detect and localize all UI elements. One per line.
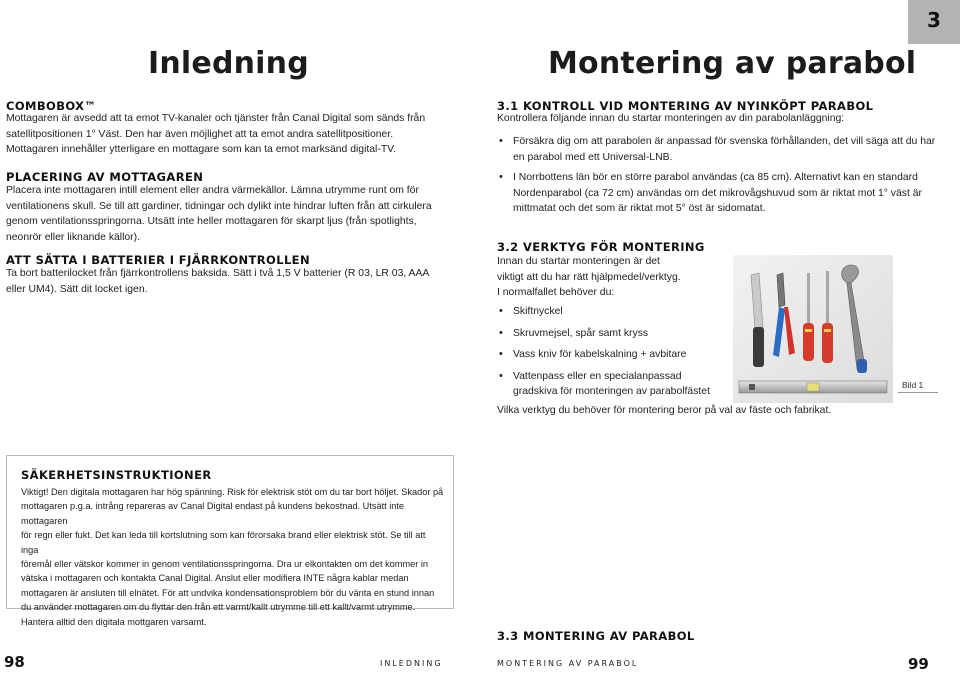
list-item: [497, 369, 737, 400]
left-footer-label: INLEDNING: [380, 659, 443, 668]
text-line: Placera inte mottagaren intill element eller andra värmekällor. Lämna utrymme runt om för: [6, 185, 419, 196]
safety-text: [21, 485, 445, 629]
text-line: • Vass kniv för kabelskalning + avbitare: [513, 349, 687, 360]
combobox-text: [6, 111, 446, 158]
text-line: mottagaren p.g.a. intrång repareras av Canal Digital endast på kundens bekostnad. Utsätt inte mottagaren: [21, 501, 405, 526]
text-line: • I Norrbottens län bör en större parabol användas (ca 85 cm). Alternativt kan en standard: [513, 172, 918, 183]
section-31-heading: 3.1 KONTROLL VID MONTERING AV NYINKÖPT PARABOL: [497, 99, 874, 113]
chapter-tab: [908, 0, 960, 44]
figure-caption: Bild 1: [902, 380, 924, 390]
text-line: du använder mottagaren om du flyttar den från ett varmt/kallt utrymme till ett kallt/varmt utrymme.: [21, 602, 416, 613]
right-footer-label: MONTERING AV PARABOL: [497, 659, 639, 668]
text-line: vätska i mottagaren och kontakta Canal Digital. Anslut eller modifiera INTE några kablar medan: [21, 573, 409, 584]
section-32-list: [497, 304, 737, 400]
batterier-heading: ATT SÄTTA I BATTERIER I FJÄRRKONTROLLEN: [6, 253, 310, 267]
text-line: viktigt att du har rätt hjälpmedel/verktyg.: [497, 271, 681, 283]
placering-heading: PLACERING AV MOTTAGAREN: [6, 170, 204, 184]
list-item: [497, 134, 937, 165]
safety-box: [6, 455, 454, 627]
text-line: genom ventilationsspringorna. Utsätt inte heller mottagaren för skarpt ljus (från spotlights,: [6, 216, 417, 227]
list-item: [497, 170, 937, 217]
text-line: satellitpositionen 1° Väst. Den har även möjlighet att ta emot andra satellitpositioner.: [6, 128, 394, 140]
text-line: mittmatat och det som är riktat mot 5° öst är sidomatat.: [513, 203, 766, 214]
chapter-number: 3: [927, 8, 941, 32]
section-31-list: [497, 134, 937, 217]
text-line: mottagaren är ansluten till elnätet. För att undvika kondensationsproblem bör du vänta en stund innan: [21, 587, 435, 598]
text-line: I normalfallet behöver du:: [497, 287, 615, 298]
text-line: gradskiva för monteringen av parabolfästet: [513, 386, 710, 397]
text-line: ventilationens skull. Se till att gardiner, tidningar och dylikt inte hindrar luften från att cirkulera: [6, 200, 432, 212]
right-page-number: 99: [908, 655, 929, 673]
spirit-level-icon: [739, 381, 887, 393]
section-33-heading: 3.3 MONTERING AV PARABOL: [497, 629, 695, 643]
text-line: föremål eller vätskor kommer in genom ventilationsspringorna. Dra ur elkontakten om det kommer in: [21, 559, 428, 570]
text-line: Mottagaren är avsedd att ta emot TV-kanaler och tjänster från Canal Digital som sänds från: [6, 113, 426, 124]
tools-photo: [733, 255, 893, 403]
text-line: Innan du startar monteringen är det: [497, 256, 660, 267]
text-line: neonrör eller liknande källor).: [6, 231, 140, 243]
left-page-number: 98: [4, 653, 25, 671]
right-page-title: Montering av parabol: [548, 46, 917, 81]
text-line: för regn eller fukt. Det kan leda till kortslutning som kan förorsaka brand eller elektrisk stöt. Se till att inga: [21, 530, 426, 555]
section-31-intro: Kontrollera följande innan du startar monteringen av din parabolanläggning:: [497, 113, 845, 124]
list-item: [497, 304, 737, 320]
section-32-closing: Vilka verktyg du behöver för montering beror på val av fäste och fabrikat.: [497, 405, 832, 416]
text-line: eller UM4). Sätt dit locket igen.: [6, 283, 148, 295]
list-item: [497, 326, 737, 342]
text-line: Nordenparabol (ca 72 cm) användas om det mikrovågshuvud som är riktat mot 1° väst är: [513, 187, 922, 199]
section-32-heading: 3.2 VERKTYG FÖR MONTERING: [497, 240, 705, 254]
text-line: • Försäkra dig om att parabolen är anpassad för svenska förhållanden, det vill säga att du har: [513, 136, 936, 147]
text-line: en parabol med ett Universal-LNB.: [513, 151, 673, 163]
text-line: • Skruvmejsel, spår samt kryss: [513, 327, 649, 339]
batterier-text: [6, 266, 446, 297]
text-line: Viktigt! Den digitala mottagaren har hög spänning. Risk för elektrisk stöt om du tar bort höljet. Skador på: [21, 487, 444, 497]
text-line: • Vattenpass eller en specialanpassad: [513, 370, 682, 382]
combobox-heading: COMBOBOX™: [6, 99, 97, 113]
left-page-title: Inledning: [148, 46, 309, 81]
text-line: • Skiftnyckel: [513, 306, 563, 317]
text-line: Hantera alltid den digitala mottgaren varsamt.: [21, 616, 207, 627]
text-line: Ta bort batterilocket från fjärrkontrollens baksida. Sätt i två 1,5 V batterier (R 03, LR 03, AAA: [6, 268, 430, 279]
safety-heading: SÄKERHETSINSTRUKTIONER: [21, 468, 212, 482]
list-item: [497, 347, 737, 363]
placering-text: [6, 183, 446, 245]
caption-line: [898, 392, 938, 393]
text-line: Mottagaren innehåller ytterligare en mottagare som kan ta emot marksänd digital-TV.: [6, 144, 397, 155]
section-32-intro: [497, 254, 681, 301]
